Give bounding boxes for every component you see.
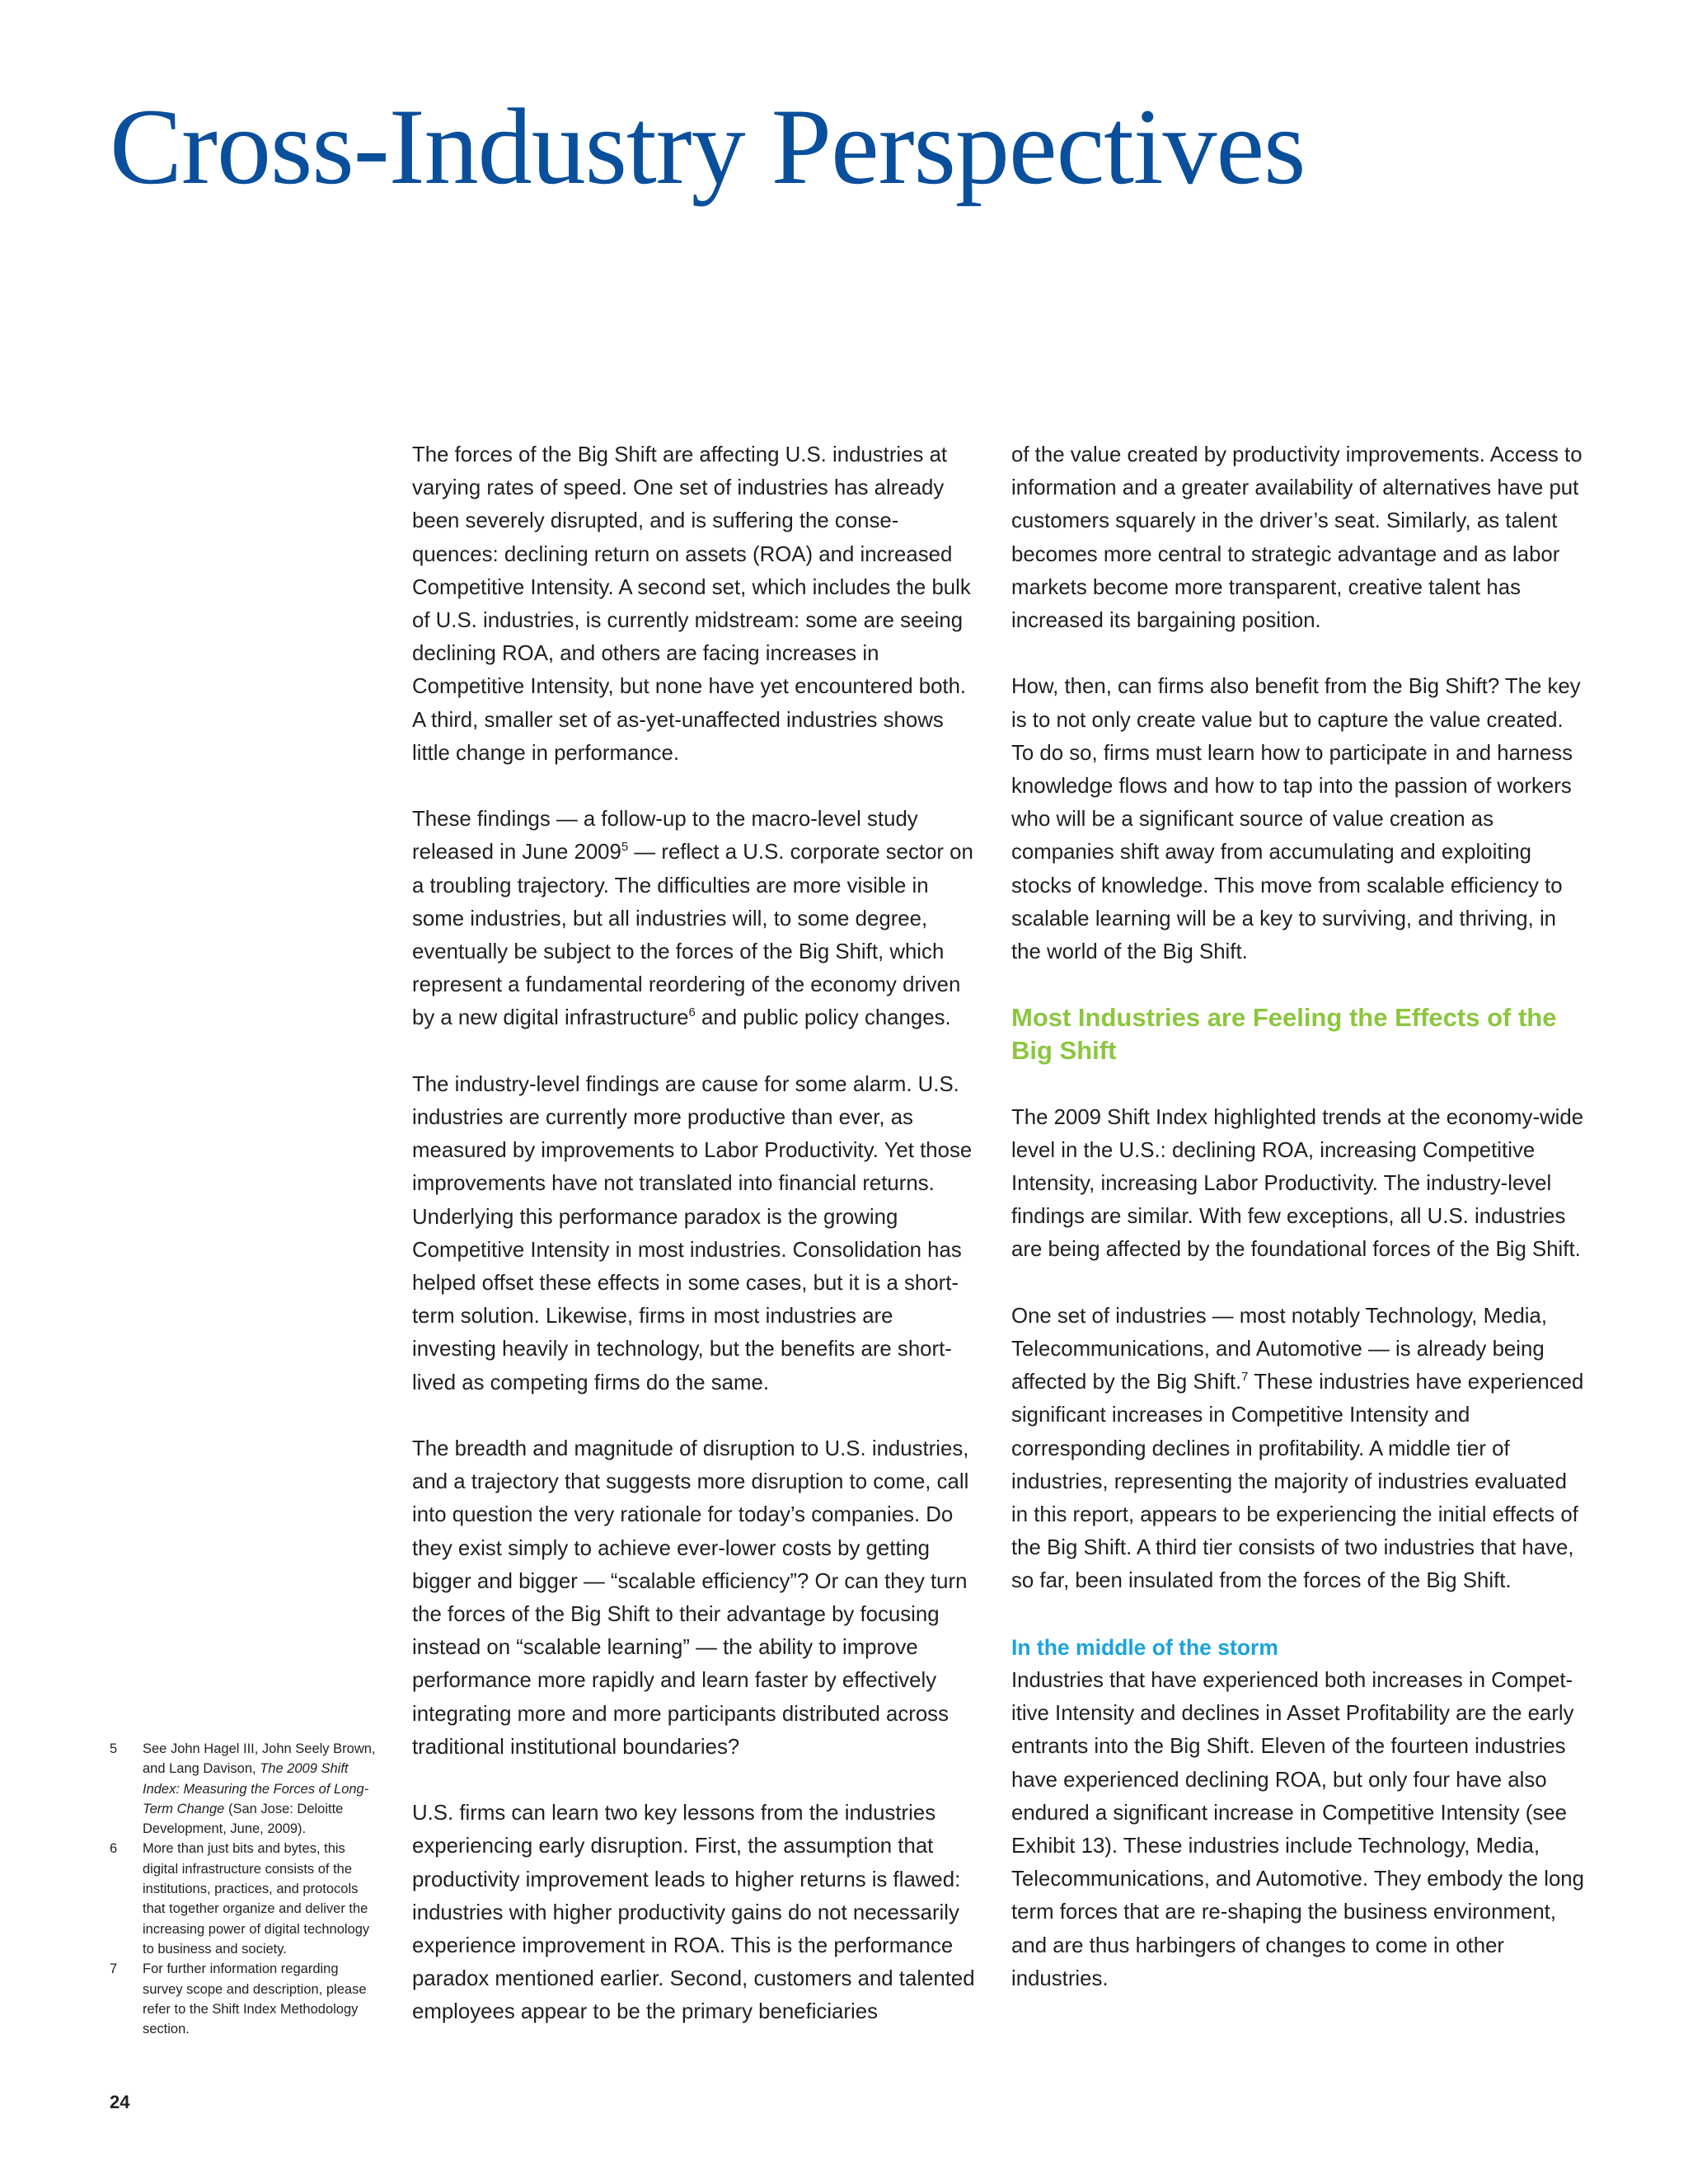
paragraph: The industry-level findings are cause for some alarm. U.S. industries are currently more productive than ever, as measured by improvements to Labor Productivity. Yet those improvements have not translated into financial returns. Underlying this performance paradox is the growing Competitive Intensity in most industries. Consolidation has helped offset these effects in some cases, but it is a short-term solution. Likewise, firms in most industries are investing heavily in technology, but the benefits are shortlived as competing firms do the same.: [412, 1072, 973, 1394]
footnote-7: 7 For further information regarding survey scope and description, please refer to the Shift Index Methodology section.: [110, 1959, 382, 2039]
footnote-number: 6: [110, 1841, 118, 1857]
paragraph: of the value created by productivity improvements. Access to information and a greater availability of alternatives have put customers squarely in the driver’s seat. Similarly, as talent becomes more central to strategic advantage and as labor markets become more transparent, creative talent has increased its bargaining position.: [1011, 443, 1582, 633]
paragraph: The 2009 Shift Index highlighted trends at the economy-wide level in the U.S.: declining ROA, increasing Competitive Intensity, increasing Labor Productivity. The industry-level findings are similar. With few exceptions, all U.S. industries are being affected by the foundational forces of the Big Shift.: [1011, 1105, 1584, 1262]
footnotes: [110, 1739, 382, 2039]
footnote-ref[interactable]: 7: [1241, 1370, 1249, 1385]
footnote-ref[interactable]: 5: [621, 840, 629, 855]
paragraph: One set of industries — most notably Technology, Media, Telecommunications, and Automotive — is already being affected by the Big Shift.$^7$ These industries have experienced significant increases in Competitive Intensity and corresponding declines in profitability. A middle tier of industries, representing the majority of industries evaluated in this report, appears to be experiencing the initial effects of the Big Shift. A third tier consists of two industries that have, so far, been insulated from the forces of the Big Shift.: [1011, 1304, 1584, 1593]
footnote-5: 5 See John Hagel III, John Seely Brown, and Lang Davison, The 2009 Shift Index: Measuring the Forces of Long-Term Change (San Jose: Deloitte Development, June, 2009).: [110, 1739, 382, 1839]
paragraph: U.S. firms can learn two key lessons from the industries experiencing early disruption. First, the assumption that productivity improvement leads to higher returns is flawed: industries with higher productivity gains do not necessarily experience improvement in ROA. This is the performance paradox mentioned earlier. Second, customers and talented employees appear to be the primary beneficiaries: [412, 1802, 975, 2024]
body-column-left: [412, 438, 977, 2029]
paragraph: Industries that have experienced both increases in Competitive Intensity and declines in Asset Profitability are the early entrants into the Big Shift. Eleven of the fourteen industries have experienced declining ROA, but only four have also endured a significant increase in Competitive Intensity (see Exhibit 13). These industries include Technology, Media, Telecommunications, and Automotive. They embody the long term forces that are re-shaping the business environment, and are thus harbingers of changes to come in other industries.: [1011, 1669, 1585, 1990]
paragraph: The breadth and magnitude of disruption to U.S. industries, and a trajectory that suggests more disruption to come, call into question the very rationale for today’s companies. Do they exist simply to achieve ever-lower costs by getting bigger and bigger — “scalable efficiency”? Or can they turn the forces of the Big Shift to their advantage by focusing instead on “scalable learning” — the ability to improve performance more rapidly and learn faster by effectively integrating more and more participants distributed across traditional institutional boundaries?: [412, 1437, 969, 1759]
footnote-6: 6 More than just bits and bytes, this digital infrastructure consists of the institutions, practices, and protocols that together organize and deliver the increasing power of digital technology to business and society.: [110, 1839, 382, 1959]
footnote-number: 7: [110, 1961, 118, 1977]
paragraph: The forces of the Big Shift are affecting U.S. industries at varying rates of speed. One set of industries has already been severely disrupted, and is suffering the consequences: declining return on assets (ROA) and increased Competitive Intensity. A second set, which includes the bulk of U.S. industries, is currently midstream: some are seeing declining ROA, and others are facing increases in Competitive Intensity, but none have yet encountered both. A third, smaller set of as-yet-unaffected industries shows little change in performance.: [412, 443, 971, 765]
paragraph: These findings — a follow-up to the macro-level study released in June 2009$^5$ — reflect a U.S. corporate sector on a troubling trajectory. The difficulties are more visible in some industries, but all industries will, to some degree, eventually be subject to the forces of the Big Shift, which represent a fundamental reordering of the economy driven by a new digital infrastructure$^6$ and public policy changes.: [412, 808, 973, 1030]
body-column-right: [1011, 438, 1588, 1995]
page-number: 24: [110, 2092, 130, 2112]
footnote-ref[interactable]: 6: [688, 1005, 696, 1020]
page-title: Cross-Industry Perspectives: [110, 86, 1306, 207]
sub-heading: In the middle of the storm: [1011, 1634, 1278, 1660]
section-heading: Most Industries are Feeling the Effects of the Big Shift: [1011, 1003, 1557, 1066]
paragraph: How, then, can firms also benefit from the Big Shift? The key is to not only create value but to capture the value created. To do so, firms must learn how to participate in and harness knowledge flows and how to tap into the passion of workers who will be a significant source of value creation as companies shift away from accumulating and exploiting stocks of knowledge. This move from scalable efficiency to scalable learning will be a key to surviving, and thriving, in the world of the Big Shift.: [1011, 675, 1581, 964]
footnote-number: 5: [110, 1741, 118, 1756]
